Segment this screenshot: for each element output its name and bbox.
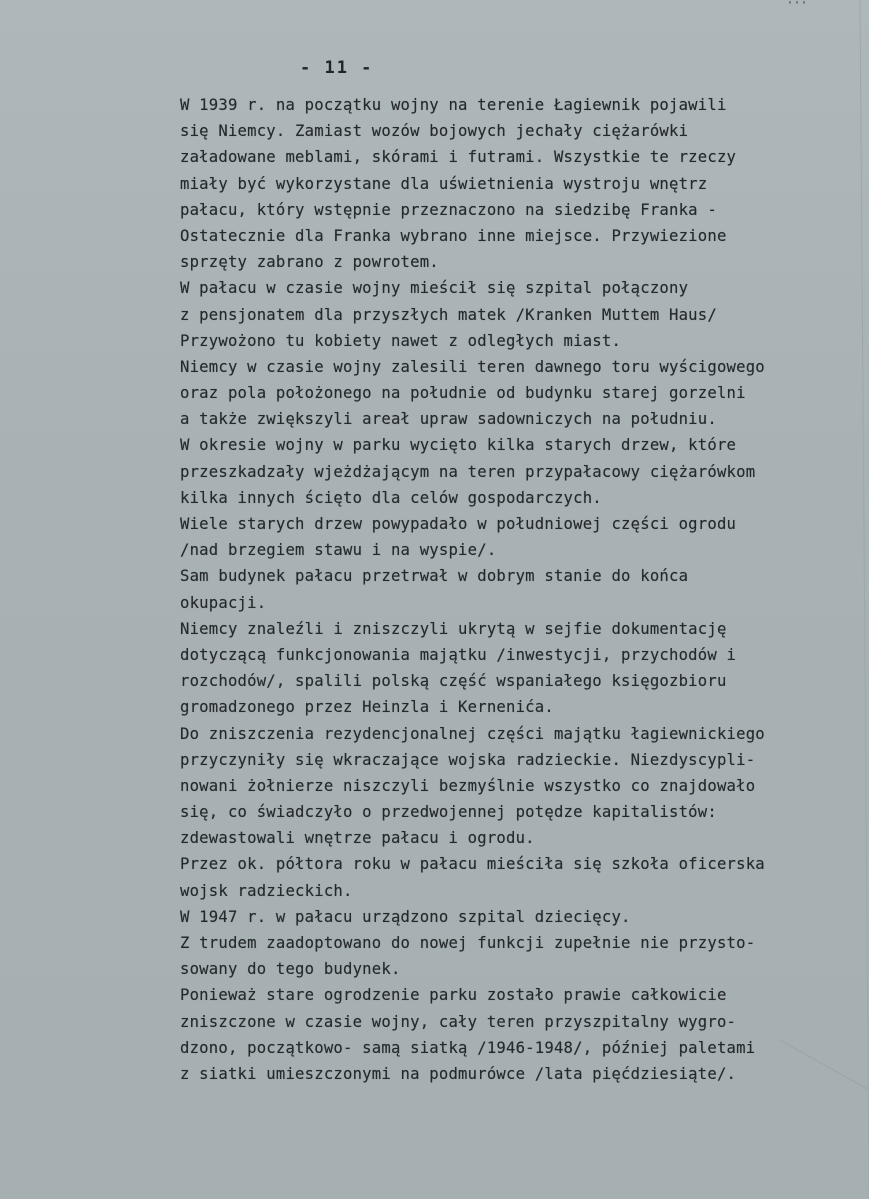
- text-line: przeszkadzały wjeżdżającym na teren przypałacowy ciężarówkom: [180, 462, 756, 481]
- text-line: Z trudem zaadoptowano do nowej funkcji zupełnie nie przysto-: [180, 934, 756, 952]
- text-line: z siatki umieszczonymi na podmurówce /lata pięćdziesiąte/.: [180, 1064, 737, 1083]
- text-line: Niemcy znaleźli i zniszczyli ukrytą w sejfie dokumentację: [180, 619, 727, 638]
- text-line: Przez ok. półtora roku w pałacu mieściła się szkoła oficerska: [180, 855, 765, 874]
- text-line: W 1939 r. na początku wojny na terenie Łagiewnik pojawili: [180, 96, 727, 114]
- text-line: okupacji.: [180, 593, 267, 612]
- text-line: miały być wykorzystane dla uświetnienia wystroju wnętrz: [180, 174, 708, 193]
- text-line: zniszczone w czasie wojny, cały teren przyszpitalny wygro-: [180, 1012, 737, 1031]
- text-line: Wiele starych drzew powypadało w południowej części ogrodu: [180, 515, 737, 533]
- text-line: Niemcy w czasie wojny zalesili teren dawnego toru wyścigowego: [180, 357, 765, 376]
- text-line: a także zwiększyli areał upraw sadowniczych na południu.: [180, 410, 717, 429]
- text-line: dotyczącą funkcjonowania majątku /inwestycji, przychodów i: [180, 645, 737, 664]
- text-line: sowany do tego budynek.: [180, 960, 401, 979]
- text-line: rozchodów/, spalili polską część wspaniałego księgozbioru: [180, 672, 727, 691]
- page-number: - 11 -: [300, 58, 374, 78]
- text-line: Ostatecznie dla Franka wybrano inne miejsce. Przywiezione: [180, 226, 727, 245]
- text-line: W 1947 r. w pałacu urządzono szpital dziecięcy.: [180, 907, 631, 926]
- text-line: się, co świadczyło o przedwojennej potędze kapitalistów:: [180, 803, 717, 822]
- text-line: załadowane meblami, skórami i futrami. Wszystkie te rzeczy: [180, 148, 737, 167]
- text-line: nowani żołnierze niszczyli bezmyślnie wszystko co znajdowało: [180, 776, 756, 795]
- text-line: /nad brzegiem stawu i na wyspie/.: [180, 541, 497, 560]
- text-line: zdewastowali wnętrze pałacu i ogrodu.: [180, 829, 535, 848]
- text-line: z pensjonatem dla przyszłych matek /Kranken Muttem Haus/: [180, 305, 717, 324]
- text-line: przyczyniły się wkraczające wojska radzieckie. Niezdyscypli-: [180, 750, 756, 769]
- text-line: oraz pola położonego na południe od budynku starej gorzelni: [180, 384, 746, 403]
- text-line: Sam budynek pałacu przetrwał w dobrym stanie do końca: [180, 567, 689, 586]
- text-line: dzono, początkowo- samą siatką /1946-1948/, później paletami: [180, 1038, 756, 1057]
- typed-text-body: [180, 92, 850, 1087]
- text-line: się Niemcy. Zamiast wozów bojowych jechały ciężarówki: [180, 122, 689, 141]
- text-line: W pałacu w czasie wojny mieścił się szpital połączony: [180, 279, 689, 298]
- text-line: wojsk radzieckich.: [180, 881, 353, 900]
- text-line: Przywożono tu kobiety nawet z odległych miast.: [180, 331, 622, 350]
- text-line: W okresie wojny w parku wycięto kilka starych drzew, które: [180, 436, 737, 455]
- text-line: Do zniszczenia rezydencjonalnej części majątku łagiewnickiego: [180, 724, 765, 743]
- text-line: Ponieważ stare ogrodzenie parku zostało prawie całkowicie: [180, 986, 727, 1005]
- text-line: kilka innych ścięto dla celów gospodarczych.: [180, 488, 602, 507]
- corner-mark: ''': [787, 0, 809, 11]
- text-line: gromadzonego przez Heinzla i Kernenića.: [180, 698, 554, 717]
- text-line: pałacu, który wstępnie przeznaczono na siedzibę Franka -: [180, 200, 717, 219]
- text-line: sprzęty zabrano z powrotem.: [180, 253, 439, 272]
